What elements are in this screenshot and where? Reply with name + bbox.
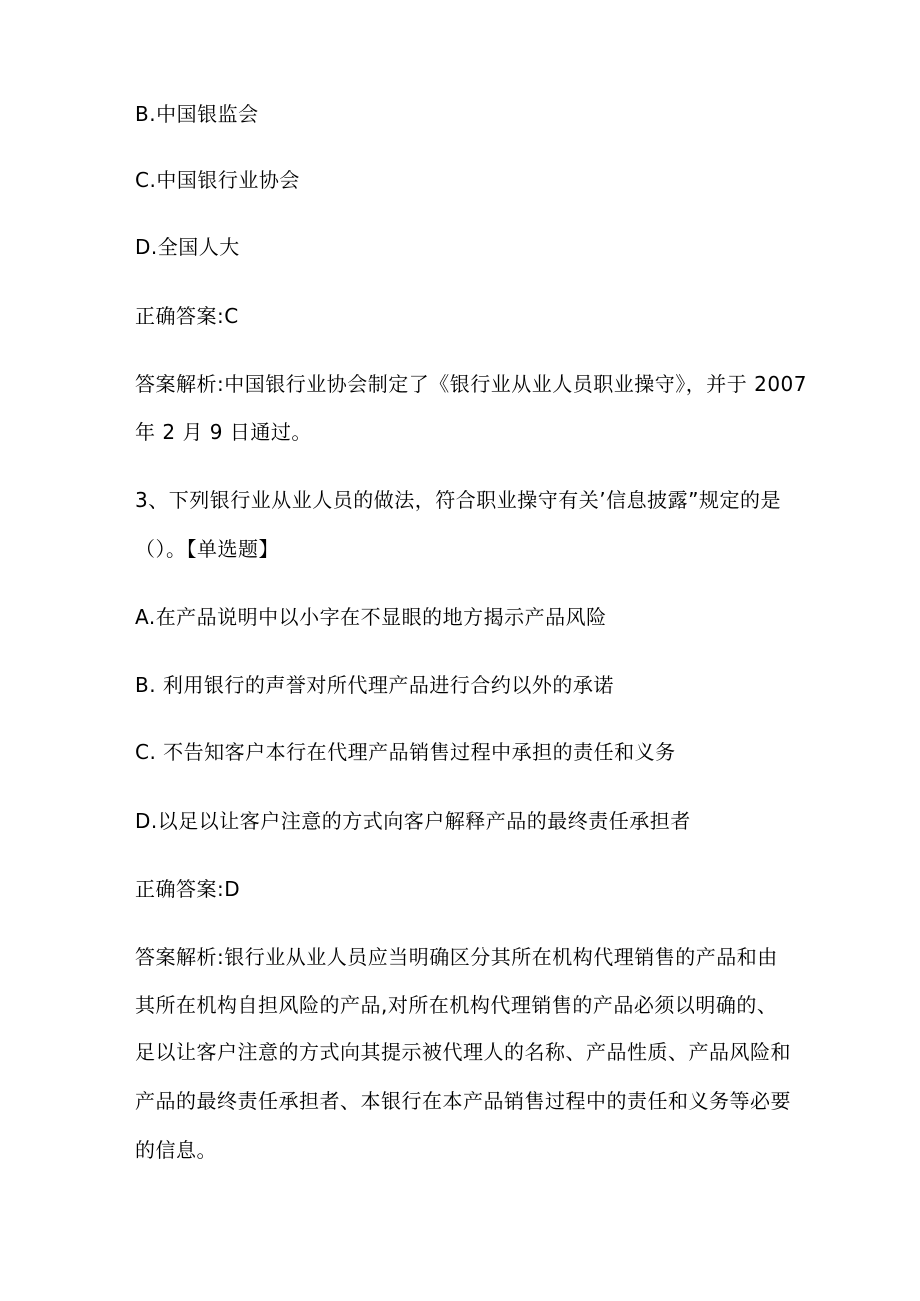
q2-option-d: D.全国人大 bbox=[135, 235, 240, 259]
q3-analysis-line: 答案解析:银行业从业人员应当明确区分其所在机构代理销售的产品和由 bbox=[135, 945, 778, 969]
q3-option-c: C. 不告知客户本行在代理产品销售过程中承担的责任和义务 bbox=[135, 740, 676, 764]
q3-option-d: D.以足以让客户注意的方式向客户解释产品的最终责任承担者 bbox=[135, 809, 691, 833]
q3-analysis-line: 产品的最终责任承担者、本银行在本产品销售过程中的责任和义务等必要 bbox=[135, 1089, 791, 1113]
q2-analysis-line: 答案解析:中国银行业协会制定了《银行业从业人员职业操守》，并于 2007 bbox=[135, 372, 807, 396]
q2-option-b: B.中国银监会 bbox=[135, 102, 259, 126]
q3-option-a: A.在产品说明中以小字在不显眼的地方揭示产品风险 bbox=[135, 605, 607, 629]
q3-analysis-line: 足以让客户注意的方式向其提示被代理人的名称、产品性质、产品风险和 bbox=[135, 1040, 791, 1064]
q3-analysis-line: 其所在机构自担风险的产品,对所在机构代理销售的产品必须以明确的、 bbox=[135, 993, 778, 1017]
q2-analysis-line: 年 2 月 9 日通过。 bbox=[135, 420, 312, 444]
q3-option-b: B. 利用银行的声誉对所代理产品进行合约以外的承诺 bbox=[135, 673, 614, 697]
q2-option-c: C.中国银行业协会 bbox=[135, 168, 300, 192]
q3-question-line: 3、下列银行业从业人员的做法，符合职业操守有关’信息披露”规定的是 bbox=[135, 488, 781, 512]
q3-correct-answer: 正确答案:D bbox=[135, 877, 241, 901]
q2-correct-answer: 正确答案:C bbox=[135, 304, 239, 328]
q3-analysis-line: 的信息。 bbox=[135, 1138, 217, 1162]
q3-question-line: （）。【单选题】 bbox=[135, 537, 279, 561]
